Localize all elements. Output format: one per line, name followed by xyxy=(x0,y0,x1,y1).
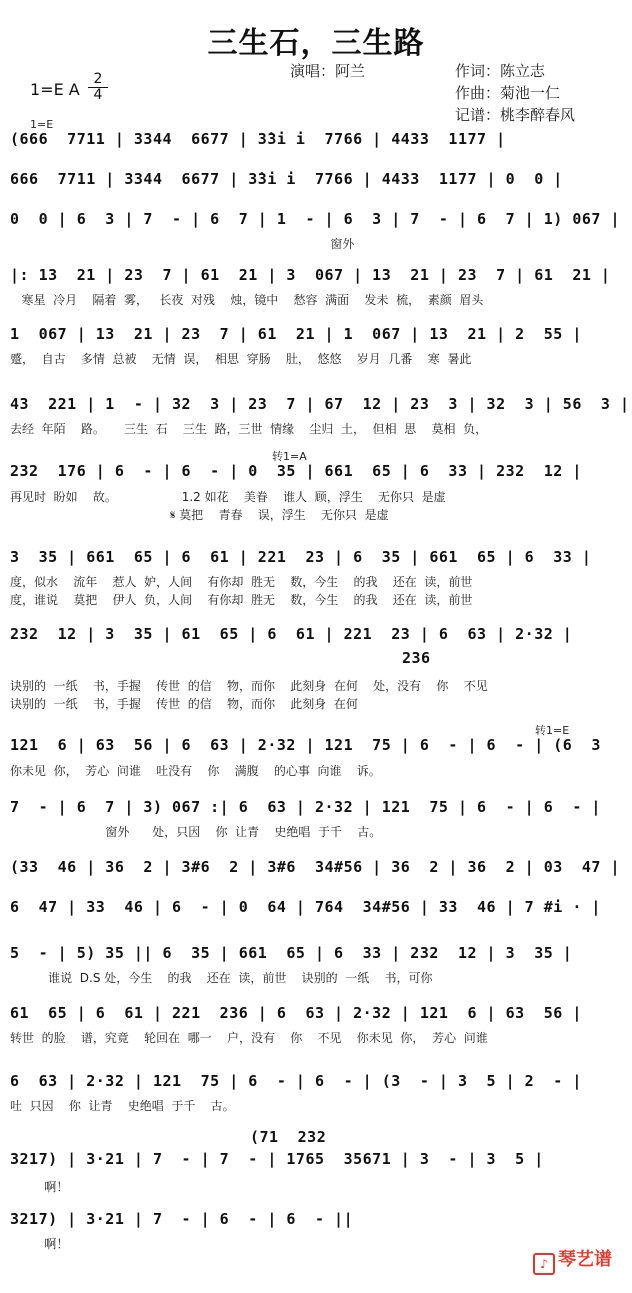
lyrics-line: 诀别的 一纸 书，手握 传世 的信 物，而你 此刻身 在何 处，没有 你 不见 xyxy=(10,679,488,693)
notation-line: 61 65 | 6 61 | 221 236 | 6 63 | 2·32 | 121 6 | 63 56 | xyxy=(10,1004,582,1022)
time-signature-bottom: 4 xyxy=(93,87,103,103)
notation-line: (666 7711 | 3344 6677 | 3̇3i i 7766 | 4433 1177 | xyxy=(10,130,506,148)
key-signature: 1=E A xyxy=(30,80,80,99)
notation-line: 3 35 | 661 65 | 6 61 | 221 23 | 6 35 | 661 65 | 6 33 | xyxy=(10,548,592,566)
lyrics-line: 诀别的 一纸 书，手握 传世 的信 物，而你 此刻身 在何 xyxy=(10,697,358,711)
alternate-notes: 236 xyxy=(402,649,431,667)
notation-line: (33 46 | 36 2 | 3#6 2 | 3#6 34#56 | 36 2 | 36 2 | 03 47 | xyxy=(10,858,620,876)
lyrics-line: 啊！ xyxy=(10,1180,69,1194)
site-watermark xyxy=(533,1245,612,1275)
notation-line: 3217) | 3·21 | 7 - | 6 - | 6 - || xyxy=(10,1210,354,1228)
notation-line: 6 63 | 2·32 | 121 75 | 6 - | 6 - | (3 - | 3 5 | 2 - | xyxy=(10,1072,582,1090)
notation-line: 6 47 | 33 46 | 6 - | 0 64 | 764 34#56 | 33 46 | 7 #i · | xyxy=(10,898,601,916)
lyrics-line: 转世 的脸 谱，究竟 轮回在 哪一 户，没有 你 不见 你未见 你， 芳心 问谁 xyxy=(10,1031,488,1045)
lyrics-line: 窗外 xyxy=(10,237,355,251)
notation-line: 232 176 | 6 - | 6 - | 0 35 | 661 65 | 6 33 | 232 12 | xyxy=(10,462,582,480)
time-signature xyxy=(88,72,108,103)
lyrics-line: 吐 只因 你 让青 史绝唱 于千 古。 xyxy=(10,1099,235,1113)
key-change-label: 转1=A xyxy=(272,450,307,463)
lyrics-line: 寒星 冷月 隔着 雾， 长夜 对残 烛，镜中 愁容 满面 发未 梳， 素颜 眉头 xyxy=(10,293,484,307)
key-change-label: 1=E xyxy=(30,118,54,131)
notation-line: 0 0 | 6 3 | 7 - | 6 7 | 1 - | 6 3 | 7 - | 6 7 | 1) 067 | xyxy=(10,210,620,228)
lyrics-line: 度，谁说 莫把 伊人 负，人间 有你却 胜无 数，今生 的我 还在 读，前世 xyxy=(10,593,473,607)
song-title: 三生石，三生路 xyxy=(207,26,425,61)
notation-line: 232 12 | 3 35 | 61 65 | 6 61 | 221 23 | 6 63 | 2·32 | xyxy=(10,625,573,643)
watermark-text: 琴艺谱 xyxy=(558,1249,612,1270)
notation-line: 666 7711 | 3344 6677 | 3̇3i i 7766 | 4433 1177 | 0 0 | xyxy=(10,170,563,188)
time-signature-top: 2 xyxy=(88,72,108,88)
lyrics-line: 𝄋 莫把 青春 误，浮生 无你只 是虚 xyxy=(10,508,389,522)
lyrics-line: 啊！ xyxy=(10,1237,69,1251)
lyricist-credit: 作词：陈立志 xyxy=(455,62,546,80)
key-change-label: 转1=E xyxy=(535,724,570,737)
notation-line: 43 221 | 1 - | 32 3 | 23 7 | 67 12 | 23 3 | 32 3 | 56 3 | xyxy=(10,395,630,413)
notation-line: 1 067 | 13 21 | 23 7 | 61 21 | 1 067 | 13 21 | 2 55 | xyxy=(10,325,582,343)
notation-line: 3217) | 3·21 | 7 - | 7 - | 1765 35671 | 3 - | 3 5 | xyxy=(10,1150,544,1168)
music-note-icon: ♪ xyxy=(533,1253,555,1275)
lyrics-line: 蹙， 自古 多情 总被 无情 误， 相思 穿肠 肚， 悠悠 岁月 几番 寒 暑此 xyxy=(10,352,472,366)
composer-credit: 作曲：菊池一仁 xyxy=(455,84,561,102)
lyrics-line: 去经 年陌 路。 三生 石 三生 路，三世 情缘 尘归 土， 但相 思 莫相 负， xyxy=(10,422,488,436)
lyrics-line: 度，似水 流年 惹人 妒，人间 有你却 胜无 数，今生 的我 还在 读，前世 xyxy=(10,575,473,589)
notation-line: 5 - | 5) 35 || 6 35 | 661 65 | 6 33 | 232 12 | 3 35 | xyxy=(10,944,573,962)
lyrics-line: 窗外 处，只因 你 让青 史绝唱 于千 古。 xyxy=(10,825,382,839)
lyrics-line: 再见时 盼如 故。 1.2 如花 美眷 谁人 顾，浮生 无你只 是虚 xyxy=(10,490,446,504)
alternate-notes: (71 232 xyxy=(250,1128,327,1146)
transcriber-credit: 记谱：桃李醉春风 xyxy=(455,106,576,124)
notation-line: 121 6 | 63 56 | 6 63 | 2·32 | 121 75 | 6 - | 6 - | (6 3 xyxy=(10,736,601,754)
notation-line: |: 13 21 | 23 7 | 61 21 | 3 067 | 13 21 | 23 7 | 61 21 | xyxy=(10,266,611,284)
notation-line: 7 - | 6 7 | 3) 067 :| 6 63 | 2·32 | 121 75 | 6 - | 6 - | xyxy=(10,798,601,816)
singer-credit: 演唱：阿兰 xyxy=(290,62,366,80)
lyrics-line: 谁说 D.S 处，今生 的我 还在 读，前世 诀别的 一纸 书，可你 xyxy=(10,971,433,985)
lyrics-line: 你未见 你， 芳心 问谁 吐没有 你 满腹 的心事 向谁 诉。 xyxy=(10,764,381,778)
